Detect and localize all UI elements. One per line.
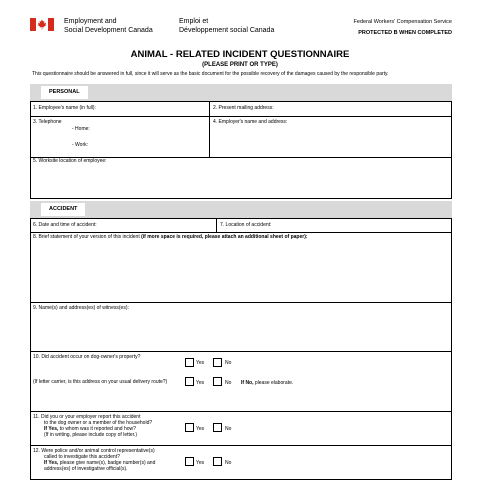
divider	[216, 218, 217, 232]
divider	[30, 116, 452, 117]
divider	[30, 232, 452, 233]
q10b-elaborate: please elaborate.	[253, 380, 294, 386]
q6-date-time-field[interactable]: 6. Date and time of accident:	[33, 222, 97, 228]
q12-line1: 12. Were police and/or animal control representative(s)	[33, 448, 155, 454]
q2-mailing-address-field[interactable]: 2. Present mailing address:	[213, 105, 274, 111]
q11-if-yes: If Yes,	[44, 426, 59, 432]
divider	[30, 351, 452, 352]
q11-reported-how: to whom was it reported and how?	[58, 426, 136, 432]
q10-no-checkbox[interactable]	[213, 358, 222, 367]
q11-line4: (If in writing, please include copy of letter.)	[44, 432, 138, 438]
q12-yes-checkbox[interactable]	[185, 457, 194, 466]
accident-form-box	[30, 218, 452, 480]
accident-section-label: ACCIDENT	[41, 203, 85, 216]
q10b-no-label: No	[225, 380, 232, 386]
q10-no-label: No	[225, 360, 232, 366]
q11-line1: 11. Did you or your employer report this accident	[33, 414, 141, 420]
page-title: ANIMAL - RELATED INCIDENT QUESTIONNAIRE	[130, 49, 350, 60]
q10b-if-no: If No,	[241, 380, 254, 386]
q8-label-bold: (if more space is required, please attach an additional sheet of paper):	[141, 234, 308, 240]
q10b-yes-checkbox[interactable]	[185, 377, 194, 386]
q5-worksite-field[interactable]: 5. Worksite location of employee:	[33, 158, 107, 164]
dept-name-en-2: Social Development Canada	[64, 27, 153, 34]
q11-yes-checkbox[interactable]	[185, 423, 194, 432]
q12-yes-label: Yes	[196, 460, 205, 466]
q3-telephone-label: 3. Telephone	[33, 119, 62, 125]
q4-employer-field[interactable]: 4. Employer's name and address:	[213, 119, 288, 125]
page-subtitle: (PLEASE PRINT OR TYPE)	[202, 62, 278, 68]
q7-location-field[interactable]: 7. Location of accident:	[220, 222, 272, 228]
q12-line4: address(es) of investigative official(s).	[44, 466, 128, 472]
accident-section-band	[30, 201, 452, 218]
protected-notice: PROTECTED B WHEN COMPLETED	[358, 30, 452, 36]
q1-employee-name-field[interactable]: 1. Employee's name (in full):	[33, 105, 96, 111]
intro-text: This questionnaire should be answered in full, since it will serve as the basic document for the possible recovery of the damages caused by the responsible party.	[32, 71, 389, 77]
dept-name-fr-2: Développement social Canada	[179, 27, 275, 34]
q12-if-yes: If Yes,	[44, 460, 59, 466]
q8-statement-field[interactable]	[33, 234, 308, 240]
q12-line2: called to investigate this accident?	[44, 454, 120, 460]
q11-yes-label: Yes	[196, 426, 205, 432]
q10b-elaborate-note	[241, 380, 293, 386]
divider	[30, 445, 452, 446]
q12-details: please give name(s), badge number(s) and	[58, 460, 156, 466]
personal-section-label: PERSONAL	[41, 86, 88, 99]
divider	[209, 101, 210, 158]
q11-no-checkbox[interactable]	[213, 423, 222, 432]
divider	[30, 411, 452, 412]
q8-label: 8. Brief statement of your version of this incident	[33, 234, 140, 240]
q10-label: 10. Did accident occur on dog-owner's property?	[33, 354, 141, 360]
q11-line2: to the dog owner or a member of the household?	[44, 420, 153, 426]
divider	[30, 302, 452, 303]
q3-home-phone-field[interactable]: - Home:	[72, 126, 90, 132]
personal-section-band	[30, 84, 452, 101]
q12-no-checkbox[interactable]	[213, 457, 222, 466]
dept-name-en-1: Employment and	[64, 18, 117, 25]
q10b-label: (If letter carrier, is this address on your usual delivery route?)	[33, 379, 168, 385]
q9-witnesses-field[interactable]: 9. Name(s) and address(es) of witness(es):	[33, 305, 129, 311]
q10-yes-checkbox[interactable]	[185, 358, 194, 367]
q11-no-label: No	[225, 426, 232, 432]
q10-yes-label: Yes	[196, 360, 205, 366]
service-name: Federal Workers' Compensation Service	[353, 19, 452, 25]
canada-flag-icon	[30, 18, 54, 31]
q10b-no-checkbox[interactable]	[213, 377, 222, 386]
q10b-yes-label: Yes	[196, 380, 205, 386]
q12-no-label: No	[225, 460, 232, 466]
dept-name-fr-1: Emploi et	[179, 18, 209, 25]
q3-work-phone-field[interactable]: - Work:	[72, 142, 89, 148]
